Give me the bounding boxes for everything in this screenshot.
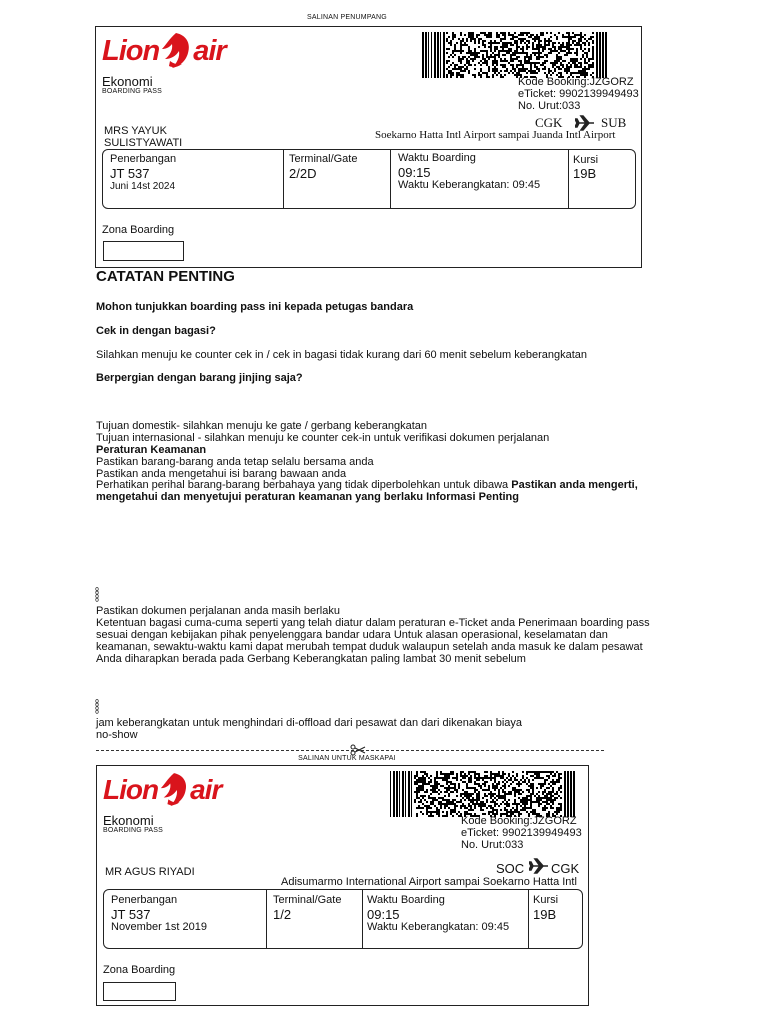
note-checkin-text: Silahkan menuju ke counter cek in / cek in bagasi tidak kurang dari 60 menit sebelum keberangkatan (96, 349, 588, 361)
sequence-number: No. Urut:033 (518, 100, 581, 112)
cabin-class: Ekonomi (102, 74, 153, 89)
zone-box (103, 241, 184, 261)
seat-cell (528, 890, 583, 948)
flight-cell (104, 890, 266, 948)
note-documents: Pastikan dokumen perjalanan anda masih berlaku (96, 605, 340, 617)
note-paragraph-4: Anda diharapkan berada pada Gerbang Keberangkatan paling lambat 30 menit sebelum (96, 653, 526, 665)
flight-label: Penerbangan (110, 153, 177, 165)
boarding-time: 09:15 (367, 907, 400, 922)
lion-air-logo: Lion air (102, 31, 226, 71)
flight-details-box (102, 149, 636, 209)
note-security-3: Perhatikan perihal barang-barang berbahaya yang tidak diperbolehkan untuk dibawa Pastikan anda mengerti, (96, 479, 638, 491)
note-offload-2: no-show (96, 729, 138, 741)
seat-label: Kursi (533, 894, 559, 906)
booking-code: Kode Booking:JZGORZ (518, 76, 634, 88)
flight-date: November 1st 2019 (111, 921, 207, 933)
sequence-number: No. Urut:033 (461, 839, 524, 851)
note-paragraph-2: sesuai dengan kebijakan pihak penyelenggara bandar udara Untuk alasan operasional, keselamatan dan (96, 629, 608, 641)
flight-cell (103, 150, 283, 208)
note-offload-1: jam keberangkatan untuk menghindari di-offload dari pesawat dan dari dikenakan biaya (96, 717, 523, 729)
eticket-number: eTicket: 9902139949493 (461, 827, 582, 839)
departure-time: Waktu Keberangkatan: 09:45 (398, 179, 541, 191)
security-heading: Peraturan Keamanan (96, 444, 207, 456)
airplane-icon (529, 858, 549, 874)
terminal-gate: 1/2 (273, 907, 292, 922)
note-show-pass: Mohon tunjukkan boarding pass ini kepada petugas bandara (96, 301, 414, 313)
seat-number: 19B (533, 907, 557, 922)
doc-type: BOARDING PASS (102, 88, 163, 95)
origin-code: SOC (496, 861, 525, 876)
terminal-label: Terminal/Gate (289, 153, 358, 165)
cabin-class: Ekonomi (103, 813, 154, 828)
lion-emblem-icon (160, 31, 192, 71)
note-security-2: Pastikan anda mengetahui isi barang bawaan anda (96, 468, 347, 480)
chain-link-icon (95, 697, 99, 717)
flight-number: JT 537 (111, 907, 151, 922)
seat-cell (568, 150, 636, 208)
zone-box (103, 982, 176, 1001)
booking-code: Kode Booking:JZGORZ (461, 815, 577, 827)
flight-number: JT 537 (110, 166, 150, 181)
note-domestic: Tujuan domestik- silahkan menuju ke gate / gerbang keberangkatan (96, 420, 428, 432)
doc-type: BOARDING PASS (103, 827, 164, 834)
route-description: Adisumarmo International Airport sampai Soekarno Hatta Intl (281, 876, 577, 888)
destination-code: CGK (551, 861, 580, 876)
route-description: Soekarno Hatta Intl Airport sampai Juanda Intl Airport (375, 129, 616, 141)
passenger-name-line-1: MRS YAYUK (104, 125, 167, 137)
chain-link-icon (95, 585, 99, 605)
boarding-barcode (390, 771, 576, 817)
boarding-cell (390, 150, 568, 208)
note-security-1: Pastikan barang-barang anda tetap selalu bersama anda (96, 456, 374, 468)
copy-label-passenger: SALINAN PENUMPANG (307, 14, 387, 21)
note-international: Tujuan internasional - silahkan menuju ke counter cek-in untuk verifikasi dokumen perjalanan (96, 432, 550, 444)
note-checkin-question: Cek in dengan bagasi? (96, 325, 216, 337)
flight-date: Juni 14st 2024 (110, 181, 176, 192)
seat-number: 19B (573, 166, 597, 181)
passenger-name: MR AGUS RIYADI (105, 866, 195, 878)
seat-label: Kursi (573, 154, 599, 166)
lion-emblem-icon (159, 771, 189, 809)
eticket-number: eTicket: 9902139949493 (518, 88, 639, 100)
zone-label: Zona Boarding (103, 964, 176, 976)
boarding-barcode (422, 32, 608, 78)
boarding-pass-passenger-copy (95, 26, 642, 268)
terminal-gate: 2/2D (289, 166, 317, 181)
copy-label-airline: SALINAN UNTUK MASKAPAI (298, 755, 396, 762)
notes-heading: CATATAN PENTING (96, 268, 235, 285)
note-paragraph-1: Ketentuan bagasi cuma-cuma seperti yang telah diatur dalam peraturan e-Ticket anda Penerimaan boarding pass (96, 617, 650, 629)
zone-label: Zona Boarding (102, 224, 175, 236)
flight-label: Penerbangan (111, 894, 178, 906)
note-paragraph-3: keamanan, sewaktu-waktu kami dapat merubah tempat duduk walaupun setelah anda masuk ke dalam pesawat (96, 641, 643, 653)
terminal-cell (266, 890, 362, 948)
boarding-time: 09:15 (398, 165, 431, 180)
origin-code: CGK (535, 115, 563, 130)
boarding-label: Waktu Boarding (398, 152, 476, 164)
lion-air-logo: Lion air (103, 771, 221, 809)
note-cabin-question: Berpergian dengan barang jinjing saja? (96, 372, 303, 384)
departure-time: Waktu Keberangkatan: 09:45 (367, 921, 510, 933)
flight-details-box (103, 889, 583, 949)
boarding-pass-airline-copy (96, 765, 589, 1006)
boarding-label: Waktu Boarding (367, 894, 445, 906)
note-security-3-cont: mengetahui dan menyetujui peraturan keamanan yang berlaku Informasi Penting (96, 491, 519, 503)
passenger-name-line-2: SULISTYAWATI (104, 137, 183, 149)
terminal-label: Terminal/Gate (273, 894, 342, 906)
terminal-cell (283, 150, 390, 208)
boarding-cell (362, 890, 528, 948)
destination-code: SUB (601, 115, 627, 130)
